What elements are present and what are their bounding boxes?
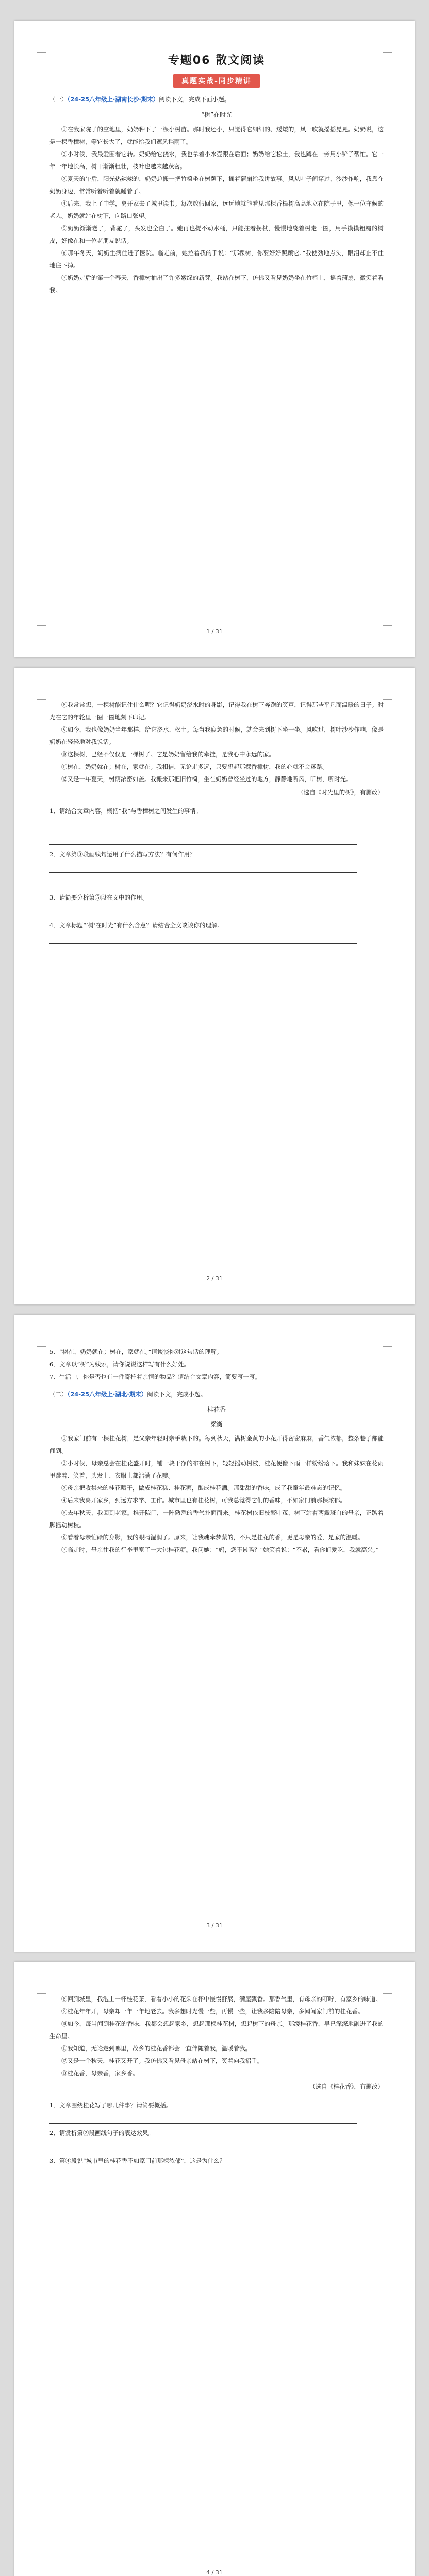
page-number: 2 / 31	[206, 1275, 223, 1282]
paragraph: ②小时候，我最爱围着它转。奶奶给它浇水，我也拿着小水壶跟在后面；奶奶给它松土，我也蹲在一旁用小铲子帮忙。它一年一年地长高，树干渐渐粗壮，枝叶也越来越茂密。	[50, 150, 384, 170]
answer-line[interactable]	[50, 2139, 357, 2151]
page-corner-mark	[37, 1985, 46, 1994]
page-corner-mark	[383, 1337, 392, 1347]
paragraph: ⑧我常常想，一棵树能记住什么呢？它记得奶奶浇水时的身影，记得我在树下奔跑的笑声，记得那些平凡而温暖的日子。时光在它的年轮里一圈一圈地刻下印记。	[50, 701, 384, 721]
paragraph: ④后来，我上了中学，离开家去了城里读书。每次放假回家，远远地就能看见那棵香樟树高高地立在院子里，像一位守候的老人。奶奶就站在树下，向路口张望。	[50, 200, 384, 219]
question-text: 7．生活中，你是否也有一件寄托着亲情的物品？请结合文章内容，简要写一写。	[50, 1373, 261, 1380]
page-corner-mark	[37, 690, 46, 700]
page-corner-mark	[383, 43, 392, 53]
paragraph: ⑥那年冬天，奶奶生病住进了医院。临走前，她拉着我的手说：“那棵树，你要好好照顾它。”我使劲地点头，眼泪却止不住地往下掉。	[50, 249, 384, 269]
question-text: 3．请简要分析第⑤段在文中的作用。	[50, 894, 148, 901]
page-corner-mark	[37, 1337, 46, 1347]
document-page	[14, 1315, 415, 1952]
document-title: 专题06 散文阅读	[168, 54, 266, 67]
source-credit: （选自《桂花香》，有删改）	[309, 2083, 384, 2090]
page-corner-mark	[383, 690, 392, 700]
paragraph: ⑩这棵树，已经不仅仅是一棵树了。它是奶奶留给我的牵挂，是我心中永远的家。	[61, 751, 275, 758]
page-number: 4 / 31	[206, 2569, 223, 2576]
paragraph: ⑫又是一个秋天，桂花又开了。我仿佛又看见母亲站在树下，笑着向我招手。	[61, 2057, 263, 2064]
document-page	[14, 21, 415, 657]
essay-author: 梁衡	[210, 1420, 223, 1428]
paragraph: ⑤奶奶渐渐老了，背驼了，头发也全白了。她再也提不动水桶，只能拄着拐杖，慢慢地绕着树走一圈，用手摸摸粗糙的树皮，好像在和一位老朋友说话。	[50, 225, 384, 244]
section-badge: 真题实战-同步精讲	[173, 74, 260, 88]
document-page	[14, 668, 415, 1304]
paragraph: ⑪我知道，无论走到哪里，故乡的桂花香都会一直伴随着我，温暖着我。	[61, 2045, 251, 2052]
essay-title: 桂花香	[207, 1406, 226, 1413]
question-text: 4．文章标题“‘树’在时光”有什么含意？请结合全文谈谈你的理解。	[50, 922, 223, 929]
paragraph: ⑬桂花香，母亲香，家乡香。	[61, 2070, 139, 2077]
answer-line[interactable]	[50, 876, 357, 888]
page-number: 3 / 31	[206, 1922, 223, 1929]
question-text: 1．请结合文章内容，概括“我”与香樟树之间发生的事情。	[50, 807, 202, 815]
page-number: 1 / 31	[206, 628, 223, 635]
essay-title: “树”在时光	[201, 111, 233, 118]
paragraph: ⑦临走时，母亲往我的行李里塞了一大包桂花糖。我问她：“妈，您不累吗？”她笑着说：“不累，看你们爱吃，我就高兴。”	[61, 1546, 379, 1553]
paragraph: ⑥看着母亲忙碌的身影，我的眼睛湿润了。原来，让我魂牵梦萦的，不只是桂花的香，更是母亲的爱，是家的温暖。	[61, 1534, 364, 1541]
paragraph: ⑫又是一年夏天，树荫浓密如盖。我搬来那把旧竹椅，坐在奶奶曾经坐过的地方，静静地听风，听树，听时光。	[61, 775, 352, 783]
question-text: 1．文章围绕桂花写了哪几件事？请简要概括。	[50, 2102, 172, 2109]
answer-line[interactable]	[50, 817, 357, 829]
paragraph: ③母亲把收集来的桂花晒干，做成桂花糕、桂花糖，酿成桂花酒。那甜甜的香味，成了我童年最难忘的记忆。	[61, 1484, 346, 1492]
paragraph: ③夏天的午后，阳光热辣辣的，奶奶总搬一把竹椅坐在树荫下，摇着蒲扇给我讲故事。风从叶子间穿过，沙沙作响，我靠在奶奶身边，常常听着听着就睡着了。	[50, 175, 384, 195]
paragraph: ⑨桂花年年开，母亲却一年一年地老去。我多想时光慢一些，再慢一些，让我多陪陪母亲，多闻闻家门前的桂花香。	[61, 2008, 364, 2015]
paragraph: ⑩如今，每当闻到桂花的香味，我都会想起家乡，想起那棵桂花树，想起树下的母亲。那缕桂花香，早已深深地融进了我的生命里。	[50, 2020, 384, 2040]
question-text: 3．第④段说“城市里的桂花香不如家门前那棵浓郁”，这是为什么？	[50, 2157, 226, 2164]
paragraph: ②小时候，母亲总会在桂花盛开时，铺一块干净的布在树下，轻轻摇动树枝，桂花便像下雨一样纷纷落下。我和妹妹在花雨里跳着、笑着，头发上、衣服上都沾满了花瓣。	[50, 1460, 384, 1479]
answer-line[interactable]	[50, 2167, 357, 2179]
paragraph: ④后来我离开家乡，到远方求学、工作。城市里也有桂花树，可我总觉得它们的香味，不如家门前那棵浓郁。	[61, 1497, 346, 1504]
page-corner-mark	[37, 43, 46, 53]
source-credit: （选自《时光里的树》，有删改）	[298, 789, 384, 796]
paragraph: ⑧回到城里，我泡上一杯桂花茶，看着小小的花朵在杯中慢慢舒展，满屋飘香。那香气里，有母亲的叮咛，有家乡的味道。	[61, 1995, 382, 2003]
question-text: 2．文章第③段画线句运用了什么描写方法？有何作用？	[50, 851, 196, 858]
question-header: （一）（24-25八年级上·湖南长沙·期末）阅读下文，完成下面小题。	[50, 96, 230, 103]
page-corner-mark	[383, 1985, 392, 1994]
question-header: （二）（24-25八年级上·湖北·期末）阅读下文，完成小题。	[50, 1391, 207, 1398]
paragraph: ⑨如今，我也像奶奶当年那样，给它浇水、松土。每当我疲惫的时候，就会来到树下坐一坐。风吹过，树叶沙沙作响，像是奶奶在轻轻地对我说话。	[50, 726, 384, 745]
paragraph: ①我家门前有一棵桂花树，是父亲年轻时亲手栽下的。每到秋天，满树金黄的小花开得密密麻麻，香气浓郁，整条巷子都能闻到。	[50, 1435, 384, 1454]
paragraph: ⑪树在，奶奶就在；树在，家就在。我相信，无论走多远，只要想起那棵香樟树，我的心就不会迷路。	[61, 763, 328, 770]
paragraph: ①在我家院子的空地里，奶奶种下了一棵小树苗。那时我还小，只觉得它细细的、矮矮的，风一吹就摇摇晃晃。奶奶说，这是一棵香樟树，等它长大了，就能给我们遮风挡雨了。	[50, 126, 384, 145]
question-text: 6．文章以“树”为线索，请你说说这样写有什么好处。	[50, 1361, 190, 1368]
paragraph: ⑦奶奶走后的第一个春天，香樟树抽出了许多嫩绿的新芽。我站在树下，仿佛又看见奶奶坐在竹椅上，摇着蒲扇，微笑着看我。	[50, 274, 384, 294]
paragraph: ⑤去年秋天，我回到老家。推开院门，一阵熟悉的香气扑面而来。桂花树依旧枝繁叶茂，树下站着两鬓斑白的母亲，正踮着脚摇动树枝。	[50, 1509, 384, 1529]
answer-line[interactable]	[50, 860, 357, 873]
answer-line[interactable]	[50, 904, 357, 916]
question-text: 5．“树在，奶奶就在；树在，家就在。”请谈谈你对这句话的理解。	[50, 1348, 223, 1355]
answer-line[interactable]	[50, 833, 357, 845]
answer-line[interactable]	[50, 931, 357, 944]
document-page	[14, 1962, 415, 2576]
answer-line[interactable]	[50, 2111, 357, 2124]
question-text: 2．请赏析第②段画线句子的表达效果。	[50, 2129, 154, 2137]
